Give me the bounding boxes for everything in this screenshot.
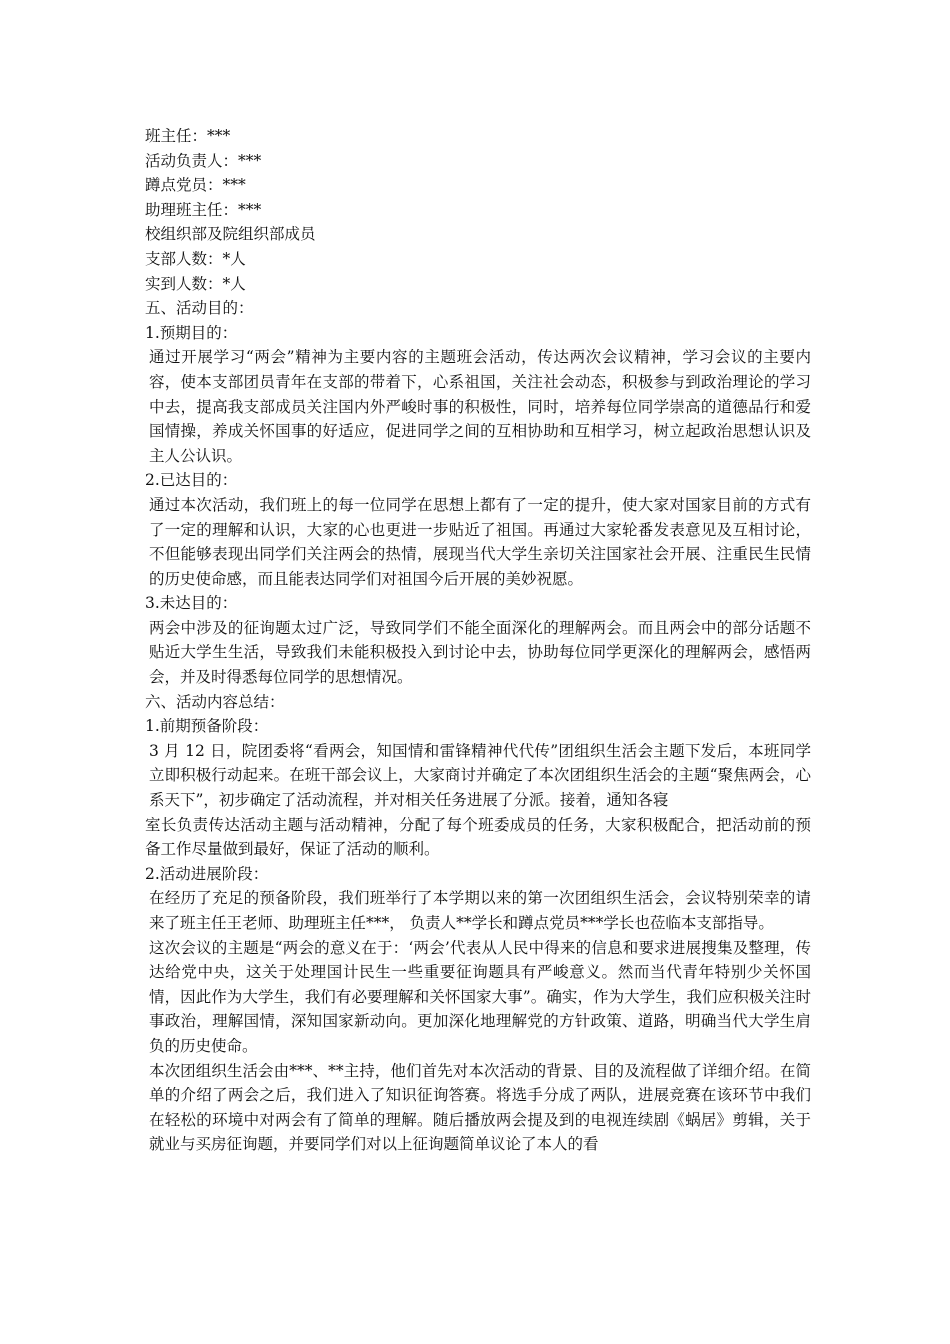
goal2-heading: 2.已达目的： — [145, 471, 238, 490]
phase2-paragraph-a: 在经历了充足的预备阶段，我们班举行了本学期以来的第一次团组织生活会，会议特别荣幸的请来了班主任王老师、助理班主任***， 负责人**学长和蹲点党员***学长也莅临本支部指导。 — [149, 889, 811, 932]
phase1-heading: 1.前期预备阶段： — [145, 717, 269, 736]
phase1-paragraph-b: 室长负责传达活动主题与活动精神，分配了每个班委成员的任务，大家积极配合，把活动前的预备工作尽量做到最好，保证了活动的顺利。 — [145, 815, 811, 859]
section5-heading: 五、活动目的： — [145, 299, 254, 318]
info-attend-count: 实到人数：*人 — [145, 274, 246, 293]
info-branch-count: 支部人数：*人 — [145, 249, 246, 268]
document-page — [145, 124, 811, 1157]
phase2-paragraph-b: 这次会议的主题是“两会的意义在于：‘两会’代表从人民中得来的信息和要求进展搜集及整理，传达给党中央，这关于处理国计民生一些重要征询题具有严峻意义。然而当代青年特别少关怀国情，因此作为大学生，我们有必要理解和关怀国家大事”。确实，作为大学生，我们应积极关注时事政治，理解国情，深知国家新动向。更加深化地理解党的方针政策、道路，明确当代大学生肩负的历史使命。 — [149, 938, 811, 1055]
info-activity-leader: 活动负责人：*** — [145, 151, 262, 170]
goal3-heading: 3.未达目的： — [145, 594, 238, 613]
phase2-heading: 2.活动进展阶段： — [145, 864, 269, 883]
goal1-paragraph: 通过开展学习“两会”精神为主要内容的主题班会活动，传达两次会议精神，学习会议的主要内容，使本支部团员青年在支部的带着下，心系祖国，关注社会动态，积极参与到政治理论的学习中去，提高我支部成员关注国内外严峻时事的积极性，同时，培养每位同学崇高的道德品行和爱国情操，养成关怀国事的好适应，促进同学之间的互相协助和互相学习，树立起政治思想认识及主人公认识。 — [149, 348, 811, 465]
phase1-paragraph-a: 3 月 12 日，院团委将“看两会，知国情和雷锋精神代代传”团组织生活会主题下发后，本班同学立即积极行动起来。在班干部会议上，大家商讨并确定了本次团组织生活会的主题“聚焦两会，心系天下”，初步确定了活动流程，并对相关任务进展了分派。接着，通知各寝 — [149, 741, 811, 810]
goal2-paragraph: 通过本次活动，我们班上的每一位同学在思想上都有了一定的提升，使大家对国家目前的方式有了一定的理解和认识，大家的心也更进一步贴近了祖国。再通过大家轮番发表意见及互相讨论，不但能够表现出同学们关注两会的热情，展现当代大学生亲切关注国家社会开展、注重民生民情的历史使命感，而且能表达同学们对祖国今后开展的美妙祝愿。 — [149, 495, 811, 588]
goal3-paragraph: 两会中涉及的征询题太过广泛，导致同学们不能全面深化的理解两会。而且两会中的部分话题不贴近大学生生活，导致我们未能积极投入到讨论中去，协助每位同学更深化的理解两会，感悟两会，并及时得悉每位同学的思想情况。 — [149, 618, 811, 687]
section6-heading: 六、活动内容总结： — [145, 692, 285, 711]
info-party-member: 蹲点党员：*** — [145, 176, 246, 195]
info-teacher: 班主任：*** — [145, 127, 231, 145]
goal1-heading: 1.预期目的： — [145, 323, 238, 342]
info-assistant-teacher: 助理班主任：*** — [145, 200, 262, 219]
phase2-paragraph-c: 本次团组织生活会由***、**主持，他们首先对本次活动的背景、目的及流程做了详细介绍。在简单的介绍了两会之后，我们进入了知识征询答赛。将选手分成了两队，进展竞赛在该环节中我们在轻松的环境中对两会有了简单的理解。随后播放两会提及到的电视连续剧《蜗居》剪辑，关于就业与买房征询题，并要同学们对以上征询题简单议论了本人的看 — [149, 1061, 811, 1154]
info-organization: 校组织部及院组织部成员 — [145, 225, 316, 244]
